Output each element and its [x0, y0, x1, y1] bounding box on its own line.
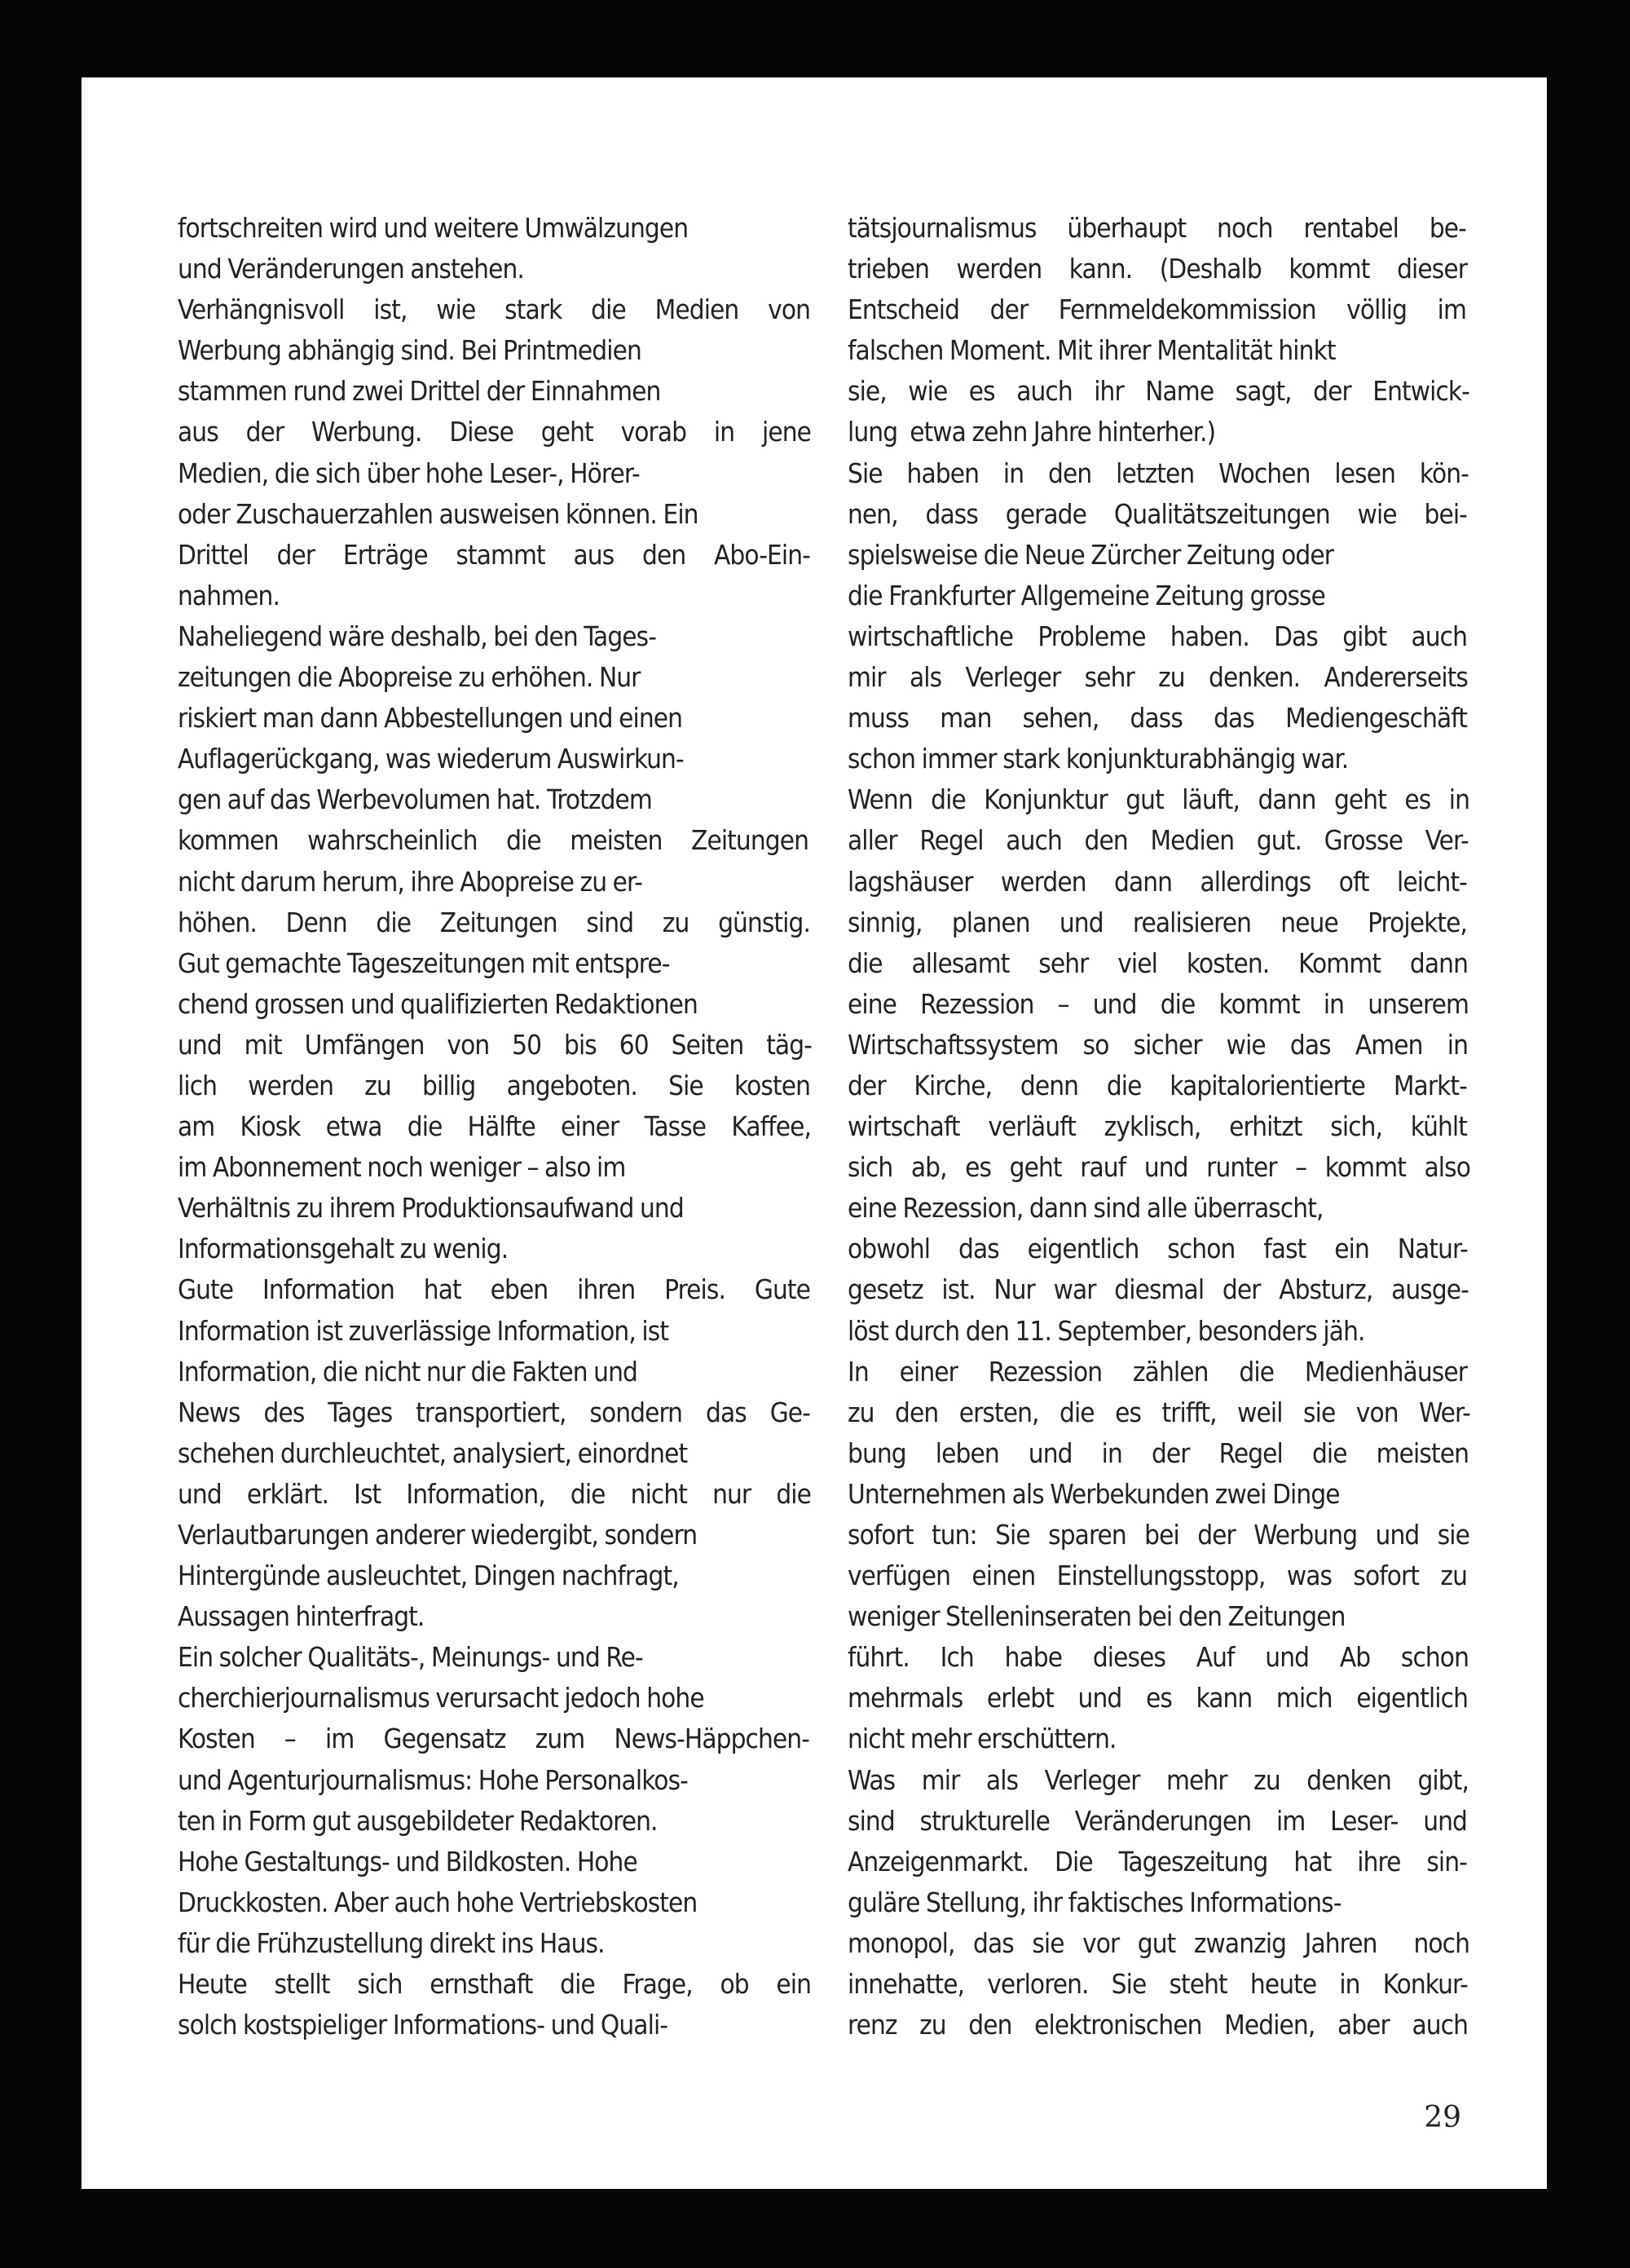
- text-line: Heute stellt sich ernsthaft die Frage, ob ein: [178, 1968, 811, 2001]
- text-line: kommen wahrscheinlich die meisten Zeitungen: [178, 824, 808, 857]
- text-line: monopol, das sie vor gut zwanzig Jahren noch: [848, 1926, 1469, 1959]
- text-line: bung leben und in der Regel die meisten: [848, 1436, 1469, 1469]
- text-line: innehatte, verloren. Sie steht heute in Konkur-: [848, 1968, 1468, 2001]
- text-line: der Kirche, denn die kapitalorientierte Markt-: [848, 1069, 1467, 1101]
- text-line: Hintergünde ausleuchtet, Dingen nachfragt,: [178, 1560, 679, 1592]
- text-line: Verlautbarungen anderer wiedergibt, sondern: [178, 1519, 698, 1551]
- text-line: renz zu den elektronischen Medien, aber auch: [848, 2009, 1468, 2041]
- text-line: lagshäuser werden dann allerdings oft leicht-: [848, 865, 1467, 898]
- right-column: [848, 208, 1470, 2045]
- text-line: Gut gemachte Tageszeitungen mit entspre-: [178, 946, 670, 979]
- text-line: Aussagen hinterfragt.: [178, 1600, 425, 1633]
- text-line: weniger Stelleninseraten bei den Zeitungen: [848, 1600, 1346, 1633]
- document-page: [82, 77, 1547, 2189]
- text-line: lung etwa zehn Jahre hinterher.): [848, 416, 1216, 448]
- text-line: Wenn die Konjunktur gut läuft, dann geht es in: [848, 783, 1469, 816]
- text-line: höhen. Denn die Zeitungen sind zu günstig.: [178, 906, 810, 938]
- text-line: Gute Information hat eben ihren Preis. Gute: [178, 1273, 810, 1306]
- text-line: Druckkosten. Aber auch hohe Vertriebskosten: [178, 1886, 698, 1918]
- text-line: für die Frühzustellung direkt ins Haus.: [178, 1926, 605, 1959]
- page-number: 29: [1424, 2101, 1461, 2134]
- text-line: Kosten – im Gegensatz zum News-Häppchen-: [178, 1723, 809, 1755]
- text-line: Naheliegend wäre deshalb, bei den Tages-: [178, 620, 657, 652]
- text-line: gen auf das Werbevolumen hat. Trotzdem: [178, 783, 652, 816]
- text-line: nahmen.: [178, 579, 280, 611]
- text-line: cherchierjournalismus verursacht jedoch hohe: [178, 1682, 704, 1714]
- text-line: verfügen einen Einstellungsstopp, was sofort zu: [848, 1560, 1467, 1592]
- text-line: News des Tages transportiert, sondern das Ge-: [178, 1396, 810, 1428]
- text-line: obwohl das eigentlich schon fast ein Natur-: [848, 1233, 1468, 1265]
- text-line: zu den ersten, die es trifft, weil sie von Wer-: [848, 1396, 1470, 1428]
- text-line: guläre Stellung, ihr faktisches Informations-: [848, 1886, 1341, 1918]
- text-line: im Abonnement noch weniger – also im: [178, 1151, 626, 1184]
- text-line: Verhältnis zu ihrem Produktionsaufwand und: [178, 1192, 684, 1224]
- text-line: Verhängnisvoll ist, wie stark die Medien von: [178, 293, 810, 326]
- text-line: sind strukturelle Veränderungen im Leser- und: [848, 1804, 1467, 1837]
- text-line: spielsweise die Neue Zürcher Zeitung oder: [848, 538, 1333, 571]
- text-line: eine Rezession, dann sind alle überrascht,: [848, 1192, 1324, 1224]
- text-line: sich ab, es geht rauf und runter – kommt also: [848, 1151, 1470, 1184]
- text-line: Drittel der Erträge stammt aus den Abo-Ein-: [178, 538, 810, 571]
- text-line: am Kiosk etwa die Hälfte einer Tasse Kaffee,: [178, 1110, 811, 1143]
- left-column: [178, 208, 812, 2045]
- text-line: Information ist zuverlässige Information, ist: [178, 1314, 669, 1347]
- text-line: gesetz ist. Nur war diesmal der Absturz, ausge-: [848, 1273, 1469, 1306]
- text-line: mir als Verleger sehr zu denken. Andererseits: [848, 661, 1468, 694]
- text-line: führt. Ich habe dieses Auf und Ab schon: [848, 1641, 1469, 1674]
- text-line: sie, wie es auch ihr Name sagt, der Entwick-: [848, 375, 1469, 408]
- text-line: schon immer stark konjunkturabhängig war.: [848, 743, 1349, 775]
- text-line: riskiert man dann Abbestellungen und einen: [178, 702, 683, 735]
- text-line: lich werden zu billig angeboten. Sie kosten: [178, 1069, 810, 1101]
- text-line: mehrmals erlebt und es kann mich eigentlich: [848, 1682, 1468, 1714]
- text-line: sofort tun: Sie sparen bei der Werbung und sie: [848, 1519, 1469, 1551]
- text-line: und mit Umfängen von 50 bis 60 Seiten täg-: [178, 1028, 812, 1061]
- text-line: und erklärt. Ist Information, die nicht nur die: [178, 1477, 811, 1510]
- text-line: Hohe Gestaltungs- und Bildkosten. Hohe: [178, 1845, 637, 1877]
- text-line: falschen Moment. Mit ihrer Mentalität hinkt: [848, 334, 1336, 367]
- text-line: nen, dass gerade Qualitätszeitungen wie bei-: [848, 497, 1467, 530]
- text-line: eine Rezession – und die kommt in unserem: [848, 987, 1469, 1020]
- text-line: wirtschaft verläuft zyklisch, erhitzt sich, kühlt: [848, 1110, 1467, 1143]
- text-line: fortschreiten wird und weitere Umwälzungen: [178, 212, 689, 244]
- text-line: Sie haben in den letzten Wochen lesen kön-: [848, 457, 1469, 489]
- text-line: Unternehmen als Werbekunden zwei Dinge: [848, 1477, 1340, 1510]
- text-line: die allesamt sehr viel kosten. Kommt dann: [848, 946, 1468, 979]
- text-line: trieben werden kann. (Deshalb kommt dieser: [848, 253, 1467, 285]
- text-line: Information, die nicht nur die Fakten und: [178, 1355, 637, 1388]
- text-line: tätsjournalismus überhaupt noch rentabel be-: [848, 212, 1466, 244]
- text-line: solch kostspieliger Informations- und Quali-: [178, 2009, 668, 2041]
- text-line: die Frankfurter Allgemeine Zeitung grosse: [848, 579, 1325, 611]
- text-line: stammen rund zwei Drittel der Einnahmen: [178, 375, 661, 408]
- text-line: aller Regel auch den Medien gut. Grosse Ver-: [848, 824, 1469, 857]
- text-line: wirtschaftliche Probleme haben. Das gibt auch: [848, 620, 1467, 652]
- text-line: Medien, die sich über hohe Leser-, Hörer-: [178, 457, 640, 489]
- text-line: und Agenturjournalismus: Hohe Personalkos-: [178, 1763, 688, 1796]
- text-line: aus der Werbung. Diese geht vorab in jene: [178, 416, 811, 448]
- text-line: sinnig, planen und realisieren neue Projekte,: [848, 906, 1467, 938]
- text-line: nicht mehr erschüttern.: [848, 1723, 1117, 1755]
- text-line: löst durch den 11. September, besonders jäh.: [848, 1314, 1365, 1347]
- text-line: nicht darum herum, ihre Abopreise zu er-: [178, 865, 643, 898]
- text-line: muss man sehen, dass das Mediengeschäft: [848, 702, 1467, 735]
- text-line: Werbung abhängig sind. Bei Printmedien: [178, 334, 641, 367]
- text-line: Entscheid der Fernmeldekommission völlig im: [848, 293, 1466, 326]
- text-line: Ein solcher Qualitäts-, Meinungs- und Re-: [178, 1641, 643, 1674]
- text-line: ten in Form gut ausgebildeter Redaktoren.: [178, 1804, 658, 1837]
- text-line: oder Zuschauerzahlen ausweisen können. Ein: [178, 497, 698, 530]
- text-line: Wirtschaftssystem so sicher wie das Amen in: [848, 1028, 1468, 1061]
- text-line: Informationsgehalt zu wenig.: [178, 1233, 509, 1265]
- text-line: chend grossen und qualifizierten Redaktionen: [178, 987, 698, 1020]
- text-line: schehen durchleuchtet, analysiert, einordnet: [178, 1436, 688, 1469]
- text-line: und Veränderungen anstehen.: [178, 253, 524, 285]
- text-line: In einer Rezession zählen die Medienhäuser: [848, 1355, 1467, 1388]
- text-line: Was mir als Verleger mehr zu denken gibt,: [848, 1763, 1469, 1796]
- text-line: zeitungen die Abopreise zu erhöhen. Nur: [178, 661, 641, 694]
- text-line: Auflagerückgang, was wiederum Auswirkun-: [178, 743, 684, 775]
- text-line: Anzeigenmarkt. Die Tageszeitung hat ihre sin-: [848, 1845, 1467, 1877]
